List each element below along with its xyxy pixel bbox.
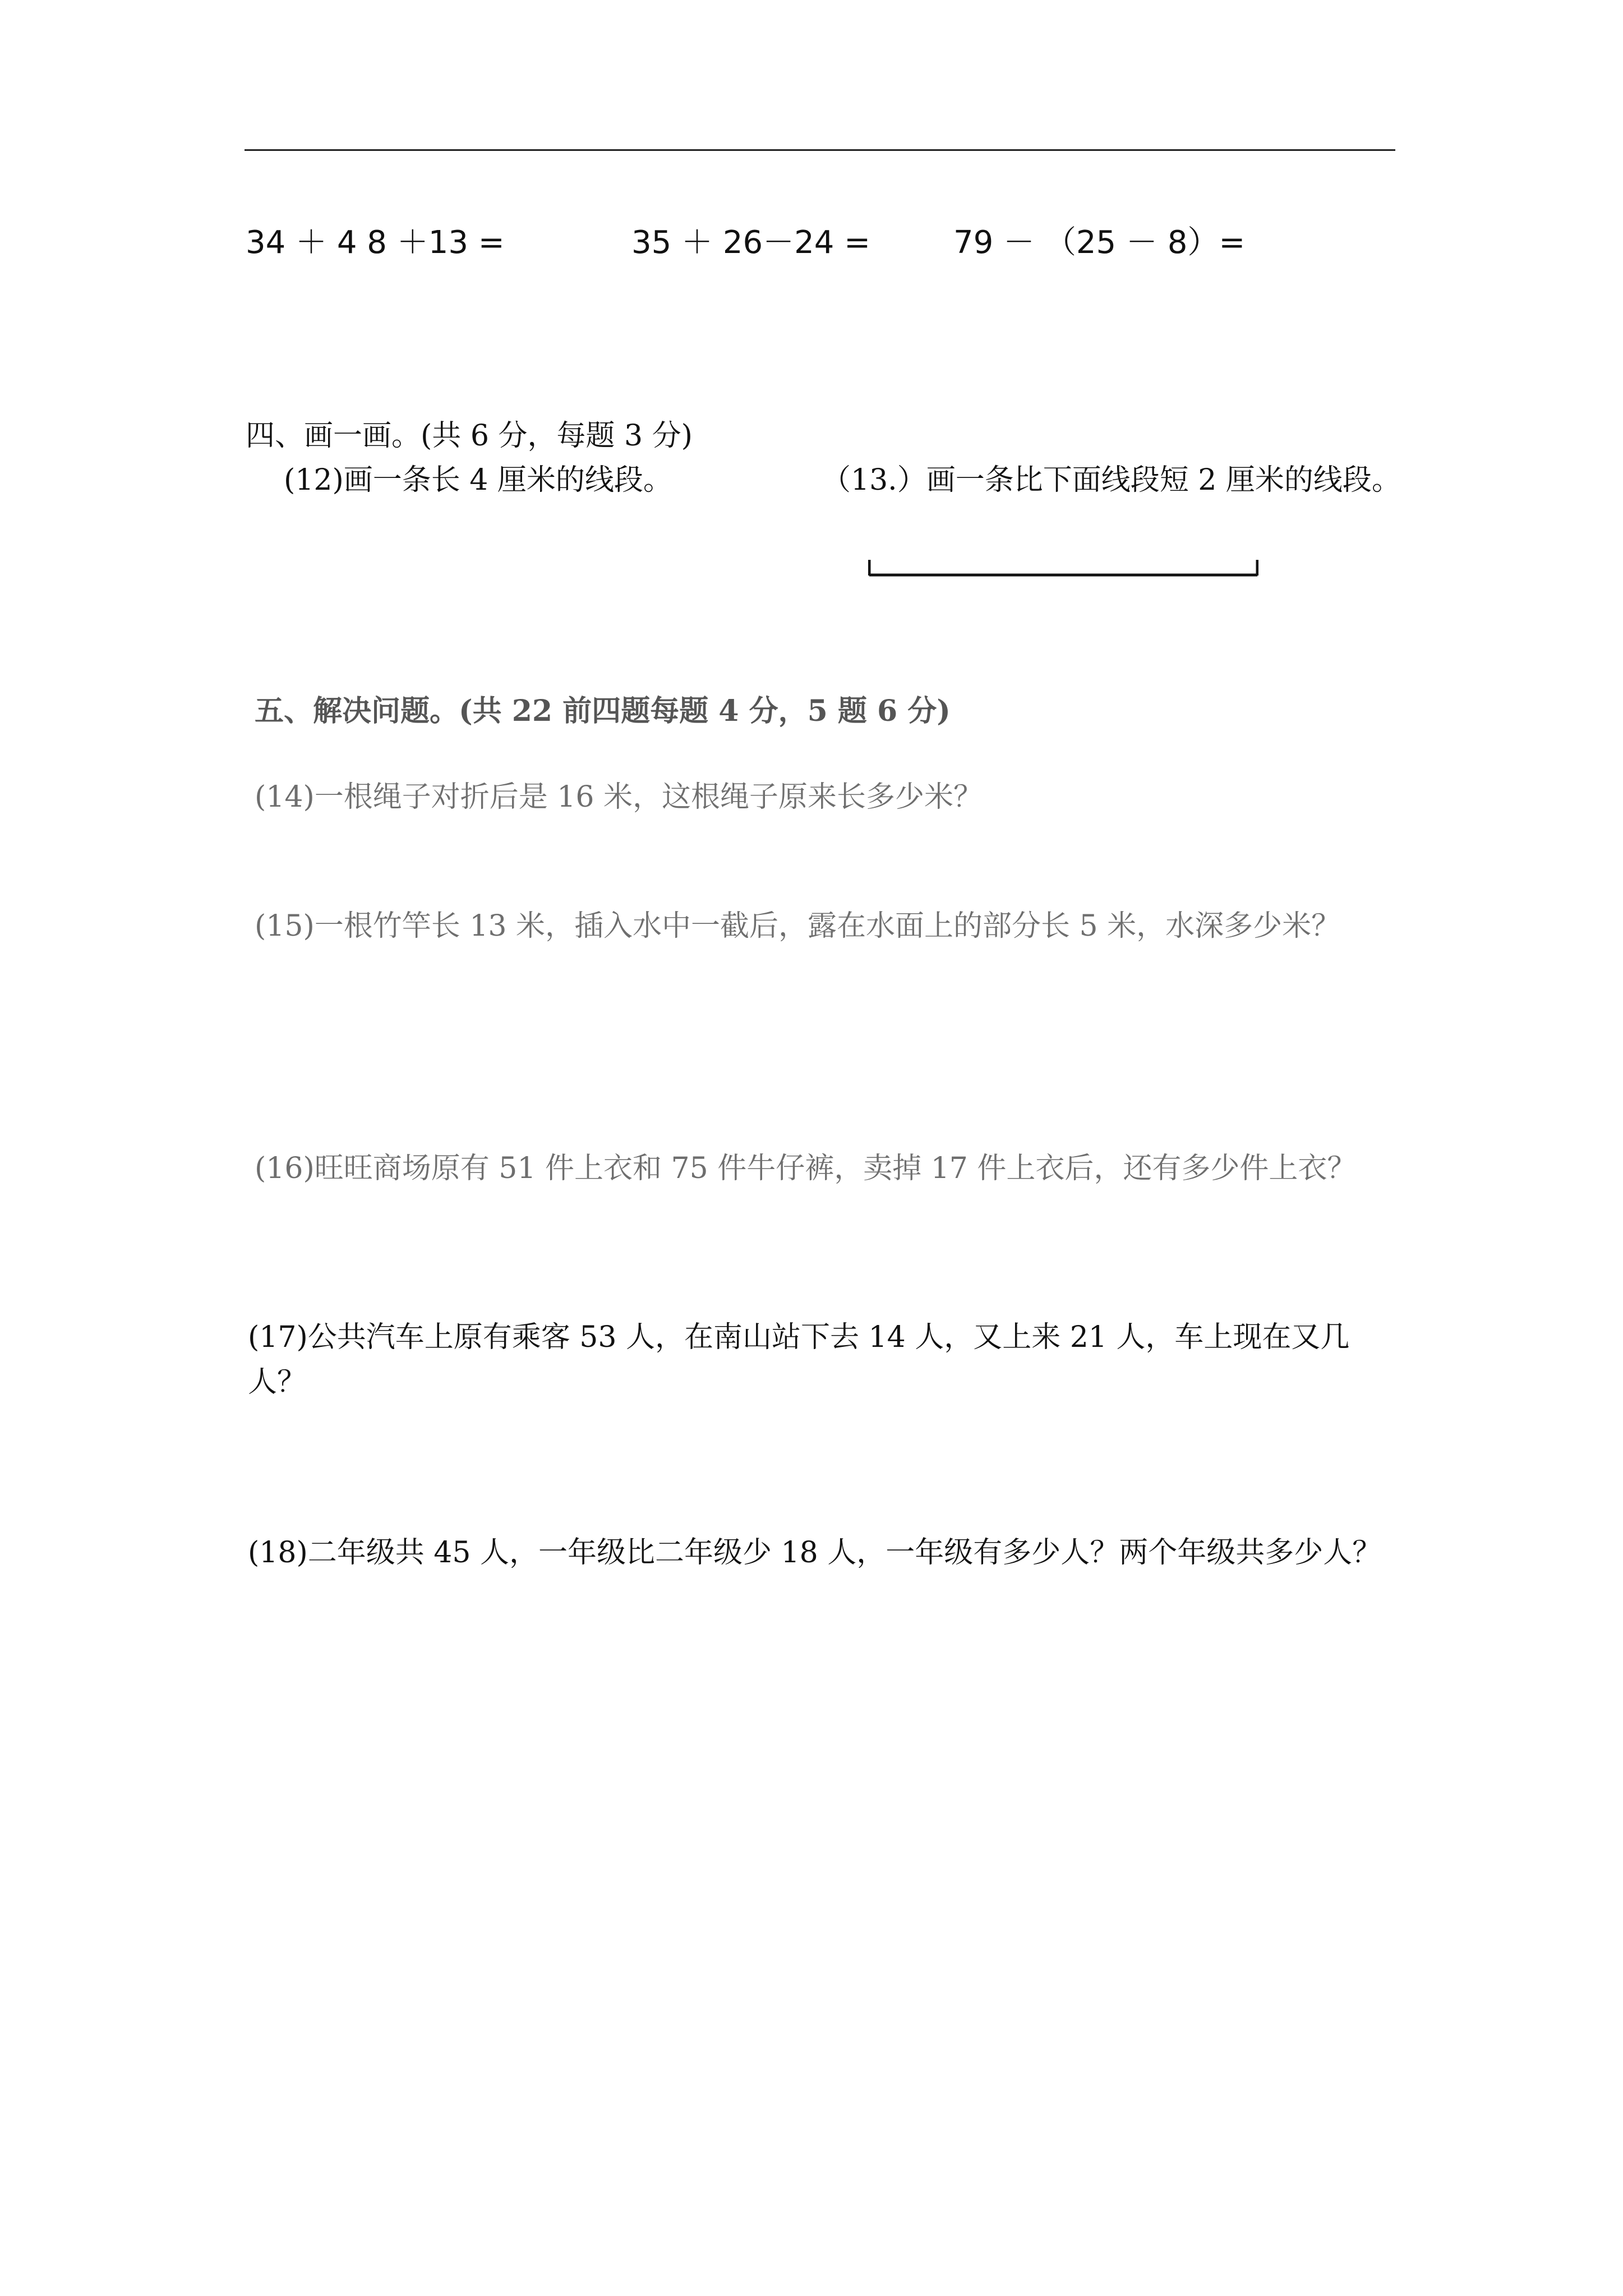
reference-line-segment <box>868 560 1258 577</box>
question-12: (12)画一条长 4 厘米的线段。 <box>284 463 672 497</box>
question-17: (17)公共汽车上原有乘客 53 人，在南山站下去 14 人，又上来 21 人，车上现在又几人？ <box>248 1320 1350 1399</box>
arithmetic-expression-2: 35 ＋ 26－24 = <box>631 224 871 261</box>
header-rule <box>245 149 1395 151</box>
question-14: (14)一根绳子对折后是 16 米，这根绳子原来长多少米？ <box>255 780 983 814</box>
question-15: (15)一根竹竿长 13 米，插入水中一截后，露在水面上的部分长 5 米，水深多少米？ <box>255 909 1341 943</box>
question-18: (18)二年级共 45 人，一年级比二年级少 18 人，一年级有多少人？两个年级共多少人？ <box>248 1536 1382 1570</box>
section-4-heading: 四、画一画。(共 6 分，每题 3 分) <box>246 419 693 453</box>
question-13: （13.）画一条比下面线段短 2 厘米的线段。 <box>822 463 1401 497</box>
question-16: (16)旺旺商场原有 51 件上衣和 75 件牛仔裤，卖掉 17 件上衣后，还有多少件上衣？ <box>255 1152 1357 1185</box>
section-5-heading: 五、解决问题。(共 22 前四题每题 4 分，5 题 6 分) <box>255 694 951 728</box>
arithmetic-expression-3: 79 － （25 － 8）= <box>953 224 1246 261</box>
arithmetic-expression-1: 34 ＋ 4 8 ＋13 = <box>246 224 505 261</box>
